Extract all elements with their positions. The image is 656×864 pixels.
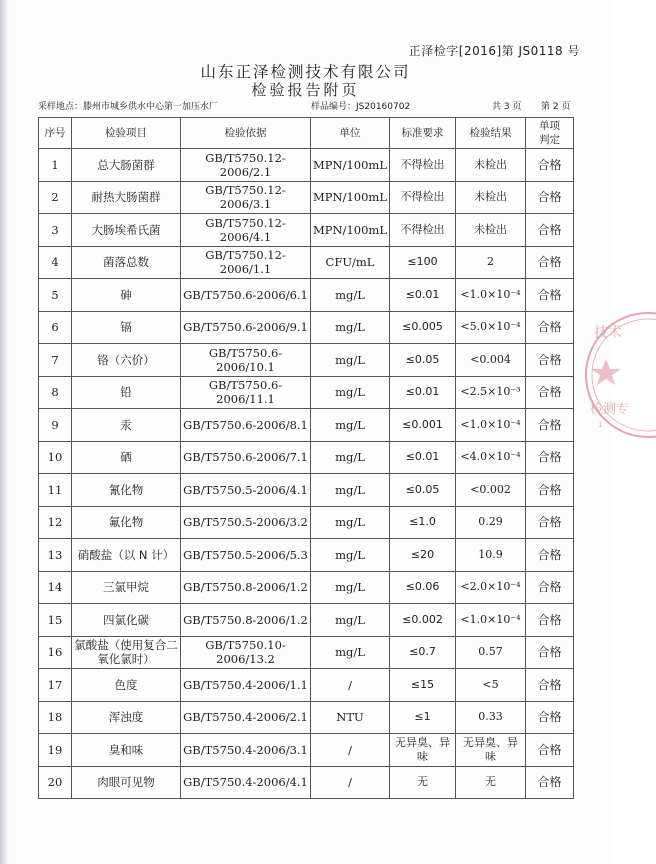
- cell-item: 铅: [72, 376, 181, 409]
- cell-standard: ≤0.05: [390, 474, 456, 507]
- cell-standard: ≤0.01: [390, 441, 456, 474]
- cell-result: <1.0×10⁻⁴: [456, 604, 526, 637]
- cell-judge: 合格: [526, 766, 574, 799]
- cell-judge: 合格: [526, 669, 574, 702]
- cell-unit: /: [311, 734, 390, 767]
- company-name: 山东正泽检测技术有限公司: [200, 63, 411, 81]
- cell-unit: mg/L: [311, 344, 390, 377]
- cell-no: 1: [39, 149, 72, 182]
- cell-item: 浑浊度: [72, 701, 181, 734]
- cell-basis: GB/T5750.6-2006/9.1: [181, 311, 311, 344]
- cell-standard: 无异臭、异味: [390, 734, 456, 767]
- table-row: [39, 474, 574, 507]
- cell-basis: GB/T5750.12-2006/2.1: [181, 149, 311, 182]
- cell-basis: GB/T5750.4-2006/1.1: [181, 669, 311, 702]
- cell-unit: mg/L: [311, 279, 390, 312]
- cell-result: 0.29: [456, 506, 526, 539]
- cell-result: <0.004: [456, 344, 526, 377]
- table-row: [39, 734, 574, 767]
- cell-basis: GB/T5750.4-2006/2.1: [181, 701, 311, 734]
- cell-result: 未检出: [456, 149, 526, 182]
- cell-item: 菌落总数: [72, 246, 181, 279]
- header-no: 序号: [39, 118, 72, 149]
- cell-no: 14: [39, 571, 72, 604]
- cell-no: 13: [39, 539, 72, 572]
- cell-no: 15: [39, 604, 72, 637]
- report-meta: [38, 99, 573, 113]
- cell-item: 砷: [72, 279, 181, 312]
- cell-item: 镉: [72, 311, 181, 344]
- cell-judge: 合格: [526, 214, 574, 247]
- cell-no: 7: [39, 344, 72, 377]
- cell-item: 汞: [72, 409, 181, 442]
- table-row: [39, 669, 574, 702]
- cell-item: 四氯化碳: [72, 604, 181, 637]
- svg-text:检测专: 检测专: [590, 402, 630, 417]
- cell-standard: ≤0.06: [390, 571, 456, 604]
- cell-basis: GB/T5750.12-2006/1.1: [181, 246, 311, 279]
- cell-unit: /: [311, 669, 390, 702]
- cell-no: 19: [39, 734, 72, 767]
- cell-standard: 不得检出: [390, 181, 456, 214]
- cell-standard: ≤0.01: [390, 279, 456, 312]
- cell-standard: ≤0.005: [390, 311, 456, 344]
- table-row: [39, 766, 574, 799]
- cell-item: 硒: [72, 441, 181, 474]
- cell-basis: GB/T5750.12-2006/4.1: [181, 214, 311, 247]
- cell-result: 未检出: [456, 181, 526, 214]
- cell-unit: mg/L: [311, 506, 390, 539]
- cell-judge: 合格: [526, 409, 574, 442]
- page-number: 第 2 页: [541, 102, 571, 112]
- cell-judge: 合格: [526, 149, 574, 182]
- table-row: [39, 344, 574, 377]
- cell-basis: GB/T5750.6-2006/6.1: [181, 279, 311, 312]
- cell-unit: mg/L: [311, 474, 390, 507]
- cell-item: 氰化物: [72, 474, 181, 507]
- table-row: [39, 311, 574, 344]
- cell-item: 铬（六价）: [72, 344, 181, 377]
- table-row: [39, 409, 574, 442]
- table-row: [39, 246, 574, 279]
- sample-location: 采样地点：滕州市城乡供水中心第一加压水厂: [38, 102, 219, 112]
- cell-judge: 合格: [526, 376, 574, 409]
- svg-text:1: 1: [598, 421, 603, 429]
- cell-unit: mg/L: [311, 376, 390, 409]
- header-judge-line1: 单项: [539, 120, 560, 132]
- table-row: [39, 279, 574, 312]
- company-seal-stamp: [576, 305, 656, 445]
- cell-standard: ≤0.05: [390, 344, 456, 377]
- cell-judge: 合格: [526, 604, 574, 637]
- cell-item: 色度: [72, 669, 181, 702]
- cell-judge: 合格: [526, 311, 574, 344]
- cell-standard: ≤0.01: [390, 376, 456, 409]
- cell-no: 5: [39, 279, 72, 312]
- cell-result: 0.57: [456, 636, 526, 669]
- cell-standard: ≤0.001: [390, 409, 456, 442]
- report-title: 检验报告附页: [251, 81, 360, 99]
- cell-standard: 无: [390, 766, 456, 799]
- cell-basis: GB/T5750.8-2006/1.2: [181, 571, 311, 604]
- cell-unit: mg/L: [311, 311, 390, 344]
- cell-standard: ≤100: [390, 246, 456, 279]
- cell-judge: 合格: [526, 506, 574, 539]
- header-judge: [526, 118, 574, 149]
- svg-text:技术: 技术: [594, 325, 622, 341]
- cell-basis: GB/T5750.5-2006/3.2: [181, 506, 311, 539]
- table-row: [39, 636, 574, 669]
- cell-item: 总大肠菌群: [72, 149, 181, 182]
- header-item: 检验项目: [72, 118, 181, 149]
- header-standard: 标准要求: [390, 118, 456, 149]
- cell-basis: GB/T5750.10-2006/13.2: [181, 636, 311, 669]
- cell-judge: 合格: [526, 734, 574, 767]
- cell-judge: 合格: [526, 181, 574, 214]
- cell-result: <5: [456, 669, 526, 702]
- table-header-row: [39, 118, 574, 149]
- cell-item: 硝酸盐（以 N 计）: [72, 539, 181, 572]
- cell-no: 10: [39, 441, 72, 474]
- table-body: [39, 149, 574, 799]
- table-row: [39, 181, 574, 214]
- cell-judge: 合格: [526, 246, 574, 279]
- cell-unit: /: [311, 766, 390, 799]
- table-row: [39, 571, 574, 604]
- table-row: [39, 376, 574, 409]
- cell-judge: 合格: [526, 344, 574, 377]
- sample-number: 样品编号：JS20160702: [311, 102, 411, 112]
- cell-basis: GB/T5750.5-2006/5.3: [181, 539, 311, 572]
- cell-unit: mg/L: [311, 636, 390, 669]
- cell-item: 肉眼可见物: [72, 766, 181, 799]
- cell-unit: MPN/100mL: [311, 181, 390, 214]
- cell-result: <5.0×10⁻⁴: [456, 311, 526, 344]
- cell-result: <2.0×10⁻⁴: [456, 571, 526, 604]
- cell-judge: 合格: [526, 441, 574, 474]
- cell-no: 6: [39, 311, 72, 344]
- cell-unit: NTU: [311, 701, 390, 734]
- cell-no: 12: [39, 506, 72, 539]
- table-row: [39, 604, 574, 637]
- cell-result: <0.002: [456, 474, 526, 507]
- cell-result: 10.9: [456, 539, 526, 572]
- cell-unit: MPN/100mL: [311, 214, 390, 247]
- cell-judge: 合格: [526, 539, 574, 572]
- cell-no: 2: [39, 181, 72, 214]
- header-basis: 检验依据: [181, 118, 311, 149]
- cell-item: 臭和味: [72, 734, 181, 767]
- table-row: [39, 701, 574, 734]
- cell-no: 9: [39, 409, 72, 442]
- cell-judge: 合格: [526, 279, 574, 312]
- cell-result: <1.0×10⁻⁴: [456, 409, 526, 442]
- cell-basis: GB/T5750.4-2006/4.1: [181, 766, 311, 799]
- cell-standard: ≤15: [390, 669, 456, 702]
- cell-no: 20: [39, 766, 72, 799]
- cell-item: 三氯甲烷: [72, 571, 181, 604]
- table-row: [39, 539, 574, 572]
- cell-no: 8: [39, 376, 72, 409]
- cell-standard: ≤0.002: [390, 604, 456, 637]
- cell-result: 0.33: [456, 701, 526, 734]
- cell-unit: mg/L: [311, 539, 390, 572]
- cell-standard: ≤1.0: [390, 506, 456, 539]
- cell-basis: GB/T5750.6-2006/7.1: [181, 441, 311, 474]
- cell-result: <4.0×10⁻⁴: [456, 441, 526, 474]
- cell-basis: GB/T5750.6-2006/10.1: [181, 344, 311, 377]
- cell-judge: 合格: [526, 701, 574, 734]
- cell-basis: GB/T5750.5-2006/4.1: [181, 474, 311, 507]
- table-row: [39, 506, 574, 539]
- header-result: 检验结果: [456, 118, 526, 149]
- table-row: [39, 214, 574, 247]
- total-pages: 共 3 页: [492, 102, 522, 112]
- cell-item: 氯酸盐（使用复合二氧化氯时）: [72, 636, 181, 669]
- cell-no: 18: [39, 701, 72, 734]
- report-reference-number: 正泽检字[2016]第 JS0118 号: [408, 44, 580, 58]
- table-row: [39, 441, 574, 474]
- cell-no: 4: [39, 246, 72, 279]
- cell-unit: mg/L: [311, 409, 390, 442]
- cell-no: 16: [39, 636, 72, 669]
- cell-result: 2: [456, 246, 526, 279]
- cell-judge: 合格: [526, 636, 574, 669]
- inspection-table: [38, 117, 574, 799]
- cell-standard: 不得检出: [390, 149, 456, 182]
- cell-basis: GB/T5750.6-2006/8.1: [181, 409, 311, 442]
- cell-basis: GB/T5750.4-2006/3.1: [181, 734, 311, 767]
- cell-no: 17: [39, 669, 72, 702]
- table-row: [39, 149, 574, 182]
- cell-result: <2.5×10⁻³: [456, 376, 526, 409]
- cell-item: 大肠埃希氏菌: [72, 214, 181, 247]
- cell-unit: MPN/100mL: [311, 149, 390, 182]
- cell-result: 未检出: [456, 214, 526, 247]
- cell-result: <1.0×10⁻⁴: [456, 279, 526, 312]
- cell-unit: mg/L: [311, 604, 390, 637]
- cell-judge: 合格: [526, 474, 574, 507]
- cell-no: 3: [39, 214, 72, 247]
- cell-result: 无: [456, 766, 526, 799]
- cell-item: 氟化物: [72, 506, 181, 539]
- cell-item: 耐热大肠菌群: [72, 181, 181, 214]
- cell-unit: CFU/mL: [311, 246, 390, 279]
- cell-standard: ≤1: [390, 701, 456, 734]
- cell-basis: GB/T5750.6-2006/11.1: [181, 376, 311, 409]
- cell-basis: GB/T5750.8-2006/1.2: [181, 604, 311, 637]
- cell-standard: 不得检出: [390, 214, 456, 247]
- cell-standard: ≤0.7: [390, 636, 456, 669]
- header-unit: 单位: [311, 118, 390, 149]
- cell-no: 11: [39, 474, 72, 507]
- cell-unit: mg/L: [311, 571, 390, 604]
- cell-judge: 合格: [526, 571, 574, 604]
- cell-unit: mg/L: [311, 441, 390, 474]
- cell-basis: GB/T5750.12-2006/3.1: [181, 181, 311, 214]
- scan-edge-shadow: [0, 0, 9, 864]
- cell-result: 无异臭、异味: [456, 734, 526, 767]
- cell-standard: ≤20: [390, 539, 456, 572]
- header-judge-line2: 判定: [539, 134, 560, 146]
